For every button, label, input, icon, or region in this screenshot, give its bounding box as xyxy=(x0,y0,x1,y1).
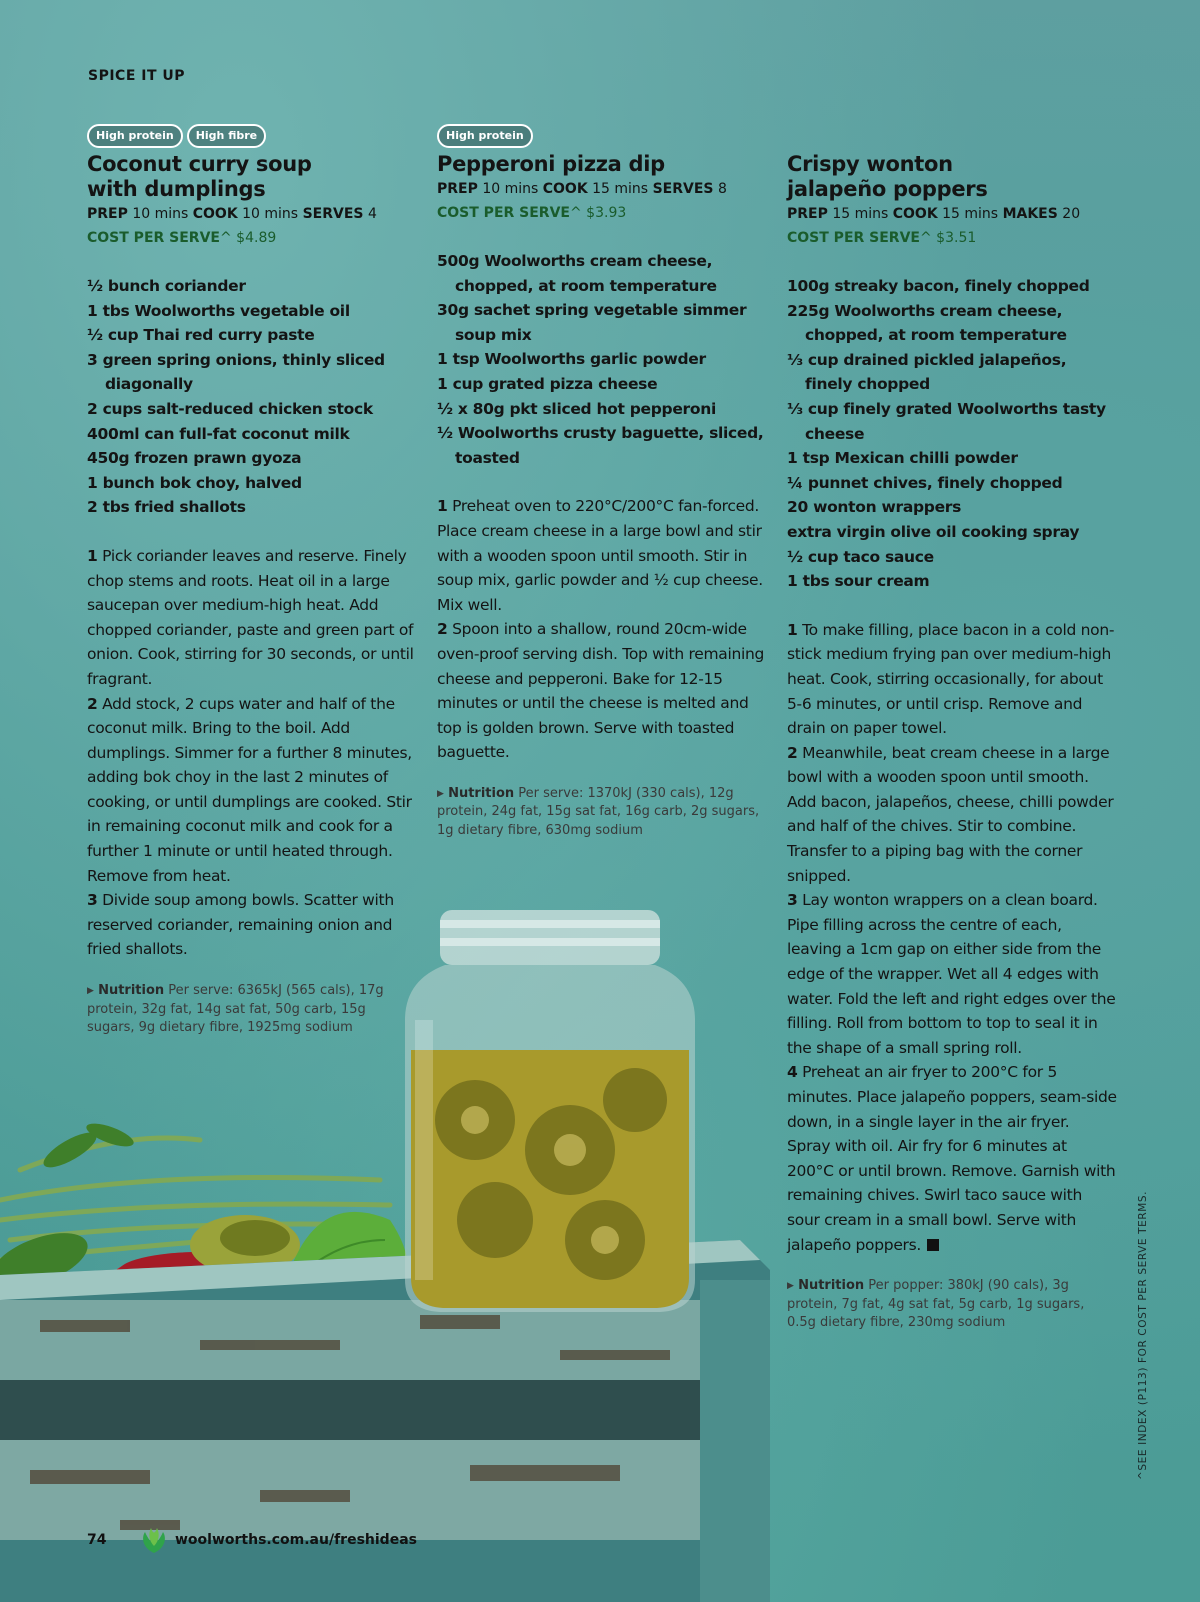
method-step: 1 To make filling, place bacon in a cold non-stick medium frying pan over medium-high heat. Cook, stirring occasionally, for about 5-6 minutes, or until crisp. Remove and drain on paper towel. xyxy=(787,620,1115,738)
ingredient-item: 1 tsp Mexican chilli powder xyxy=(787,449,1018,468)
ingredient-list xyxy=(787,274,1117,594)
method-step: 3 Lay wonton wrappers on a clean board. Pipe filling across the centre of each, leaving a 1cm gap on either side from the edge of the wrapper. Wet all 4 edges with water. Fold the left and right edges over the filling. Roll from bottom to top to seal it in the shape of a small spring roll. xyxy=(787,891,1116,1057)
ingredient-item: ¼ punnet chives, finely chopped xyxy=(787,473,1063,492)
ingredient-item: 2 tbs fried shallots xyxy=(87,498,246,517)
ingredient-item: 1 bunch bok choy, halved xyxy=(87,473,302,492)
ingredient-item: 2 cups salt-reduced chicken stock xyxy=(87,399,373,418)
ingredient-item: 1 tsp Woolworths garlic powder xyxy=(437,350,706,369)
ingredient-item: 30g sachet spring vegetable simmer soup mix xyxy=(437,301,747,344)
badge-row xyxy=(87,124,415,148)
ingredient-list xyxy=(437,249,765,470)
ingredient-item: ½ cup Thai red curry paste xyxy=(87,326,315,345)
method-steps xyxy=(87,544,415,962)
pickled-jalapeno-jar xyxy=(405,910,695,1315)
badge-row xyxy=(437,124,765,148)
badge-row xyxy=(787,124,1117,148)
recipe-times: PREP 15 mins COOK 15 mins MAKES 20 xyxy=(787,206,1081,222)
nutrition-info: ▶ Nutrition Per serve: 1370kJ (330 cals), 12g protein, 24g fat, 15g sat fat, 16g carb, 2g sugars, 1g dietary fibre, 630mg sodium xyxy=(437,785,760,838)
high-fibre-badge: High fibre xyxy=(187,124,266,148)
ingredient-item: 225g Woolworths cream cheese, chopped, at room temperature xyxy=(787,301,1067,345)
recipe-title: Crispy wonton jalapeño poppers xyxy=(787,152,988,201)
recipe-title: Pepperoni pizza dip xyxy=(437,152,665,176)
recipe-times: PREP 10 mins COOK 15 mins SERVES 8 xyxy=(437,181,727,197)
page-number: 74 xyxy=(87,1532,107,1548)
ingredient-item: 400ml can full-fat coconut milk xyxy=(87,424,350,443)
high-protein-badge: High protein xyxy=(437,124,533,148)
cost-terms-note: ^SEE INDEX (P113) FOR COST PER SERVE TERMS. xyxy=(1137,1190,1149,1480)
ingredient-list xyxy=(87,274,415,520)
method-steps xyxy=(437,494,765,765)
nutrition-info: ▶ Nutrition Per popper: 380kJ (90 cals), 3g protein, 7g fat, 4g sat fat, 5g carb, 1g sugars, 0.5g dietary fibre, 230mg sodium xyxy=(787,1278,1085,1331)
method-steps xyxy=(787,618,1117,1257)
cost-per-serve: COST PER SERVE^ $3.51 xyxy=(787,230,977,246)
nutrition-info: ▶ Nutrition Per serve: 6365kJ (565 cals), 17g protein, 32g fat, 14g sat fat, 50g carb, 15g sugars, 9g dietary fibre, 1925mg sodium xyxy=(87,983,384,1036)
triangle-right-icon: ▶ xyxy=(87,986,94,997)
method-step: 1 Preheat oven to 220°C/200°C fan-forced. Place cream cheese in a large bowl and stir with a wooden spoon until smooth. Stir in soup mix, garlic powder and ½ cup cheese. Mix well. xyxy=(437,497,763,614)
ingredient-item: 1 tbs sour cream xyxy=(787,572,930,591)
ingredient-item: ⅓ cup finely grated Woolworths tasty cheese xyxy=(787,399,1106,443)
ingredient-item: extra virgin olive oil cooking spray xyxy=(787,522,1080,541)
triangle-right-icon: ▶ xyxy=(787,1281,794,1292)
method-step: 1 Pick coriander leaves and reserve. Finely chop stems and roots. Heat oil in a large saucepan over medium-high heat. Add chopped coriander, paste and green part of onion. Cook, stirring for 30 seconds, or until fragrant. xyxy=(87,546,414,688)
cost-per-serve: COST PER SERVE^ $4.89 xyxy=(87,230,277,246)
website-link[interactable]: woolworths.com.au/freshideas xyxy=(175,1532,417,1548)
method-step: 4 Preheat an air fryer to 200°C for 5 minutes. Place jalapeño poppers, seam-side down, in a single layer in the air fryer. Spray with oil. Air fry for 6 minutes at 200°C or until brown. Remove. Garnish with remaining chives. Swirl taco sauce with sour cream in a small bowl. Serve with jalapeño poppers. xyxy=(787,1063,1117,1254)
ingredient-item: 100g streaky bacon, finely chopped xyxy=(787,277,1090,295)
ingredient-item: 3 green spring onions, thinly sliced diagonally xyxy=(87,350,385,394)
recipe-times: PREP 10 mins COOK 10 mins SERVES 4 xyxy=(87,206,377,222)
end-square-icon xyxy=(927,1239,939,1251)
ingredient-item: 20 wonton wrappers xyxy=(787,498,962,517)
method-step: 3 Divide soup among bowls. Scatter with reserved coriander, remaining onion and fried shallots. xyxy=(87,891,394,959)
ingredient-item: ⅓ cup drained pickled jalapeños, finely chopped xyxy=(787,350,1067,394)
triangle-right-icon: ▶ xyxy=(437,788,444,799)
high-protein-badge: High protein xyxy=(87,124,183,148)
ingredient-item: 500g Woolworths cream cheese, chopped, at room temperature xyxy=(437,252,717,295)
recipe-pepperoni-pizza-dip xyxy=(437,124,765,840)
woolworths-logo-icon xyxy=(139,1526,169,1554)
method-step: 2 Add stock, 2 cups water and half of the coconut milk. Bring to the boil. Add dumplings. Simmer for a further 8 minutes, adding bok choy in the last 2 minutes of cooking, or until dumplings are cooked. Stir in remaining coconut milk and cook for a further 1 minute or until heated through. Remove from heat. xyxy=(87,694,412,885)
cost-per-serve: COST PER SERVE^ $3.93 xyxy=(437,205,627,221)
ingredient-item: ½ Woolworths crusty baguette, sliced, toasted xyxy=(437,424,764,467)
recipe-crispy-wonton-jalapeno-poppers xyxy=(787,124,1117,1333)
ingredient-item: ½ cup taco sauce xyxy=(787,547,934,566)
ingredient-item: 1 tbs Woolworths vegetable oil xyxy=(87,301,350,320)
ingredient-item: 450g frozen prawn gyoza xyxy=(87,449,302,468)
method-step: 2 Spoon into a shallow, round 20cm-wide oven-proof serving dish. Top with remaining cheese and pepperoni. Bake for 12-15 minutes or until the cheese is melted and top is golden brown. Serve with toasted baguette. xyxy=(437,620,765,762)
method-step: 2 Meanwhile, beat cream cheese in a large bowl with a wooden spoon until smooth. Add bacon, jalapeños, cheese, chilli powder and half of the chives. Stir to combine. Transfer to a piping bag with the corner snipped. xyxy=(787,743,1114,885)
ingredient-item: ½ bunch coriander xyxy=(87,277,246,295)
recipe-coconut-curry-soup xyxy=(87,124,415,1038)
recipe-title: Coconut curry soup with dumplings xyxy=(87,152,312,201)
ingredient-item: 1 cup grated pizza cheese xyxy=(437,374,658,393)
ingredient-item: ½ x 80g pkt sliced hot pepperoni xyxy=(437,399,716,418)
section-header: SPICE IT UP xyxy=(88,68,186,84)
